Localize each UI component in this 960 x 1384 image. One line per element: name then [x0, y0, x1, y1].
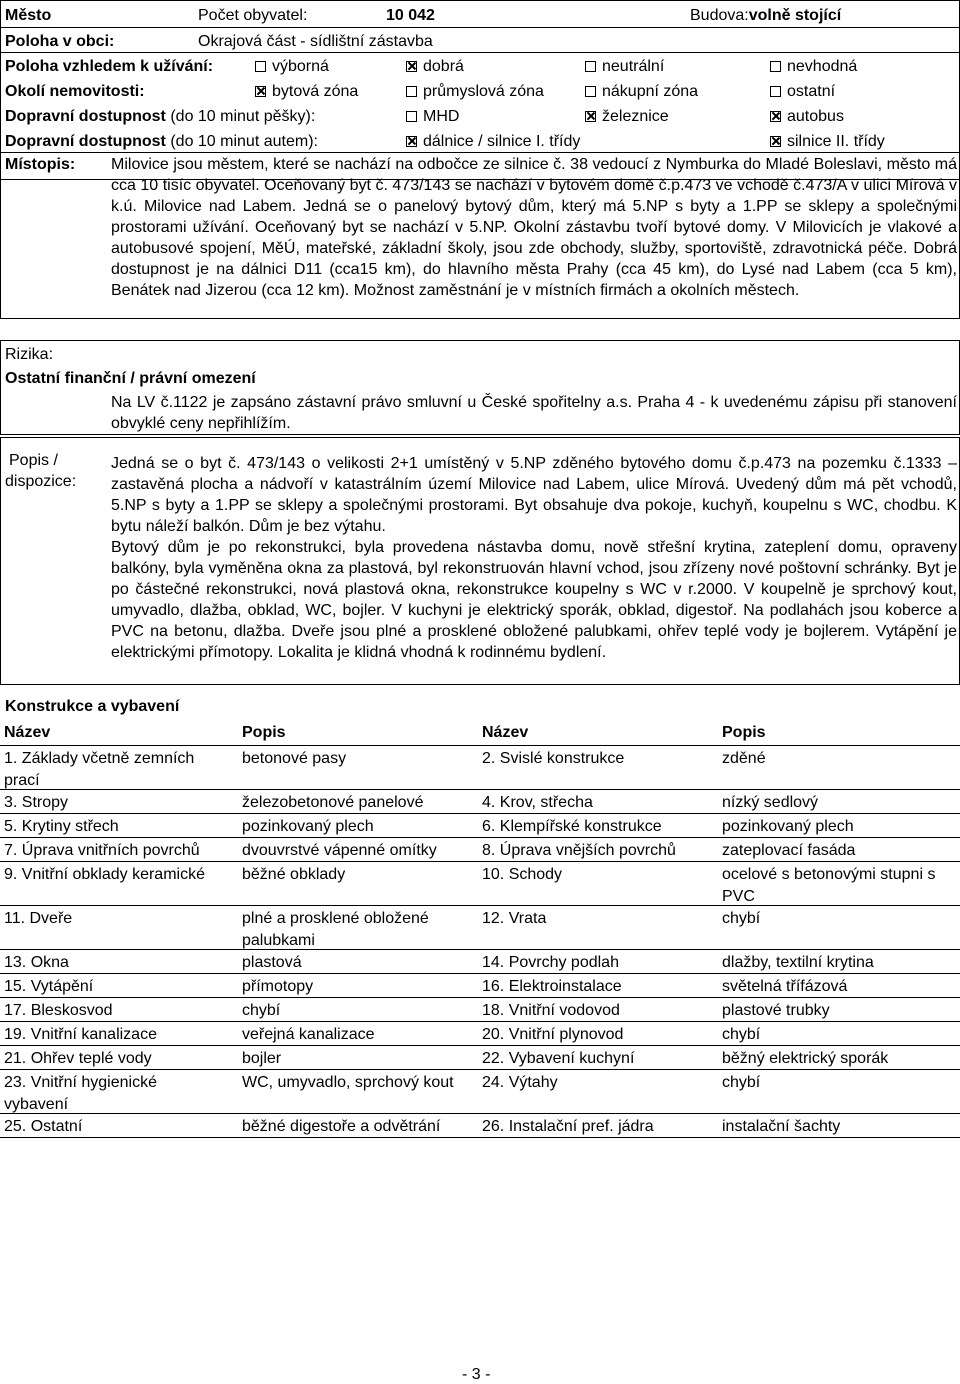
- table-cell: běžný elektrický sporák: [722, 1050, 889, 1067]
- table-cell: 21. Ohřev teplé vody: [4, 1050, 152, 1067]
- table-cell: 22. Vybavení kuchyní: [482, 1050, 635, 1067]
- table-cell: světelná třífázová: [722, 978, 848, 995]
- header-popis-1: Popis: [242, 724, 286, 741]
- konstrukce-title: Konstrukce a vybavení: [5, 698, 180, 715]
- mesto-label: Město: [5, 7, 52, 24]
- table-cell: 25. Ostatní: [4, 1118, 83, 1135]
- pocet-label: Počet obyvatel:: [198, 7, 308, 24]
- rizika-text: Na LV č.1122 je zapsáno zástavní právo smluvní u České spořitelny a.s. Praha 4 - k uvedenému zápisu při stanovení obvyklé ceny nepřihlížím.: [111, 394, 957, 432]
- header-nazev-2: Název: [482, 724, 529, 741]
- table-cell: 20. Vnitřní plynovod: [482, 1026, 624, 1043]
- uzivani-option-vyborna[interactable]: výborná: [255, 58, 329, 76]
- poloha-value: Okrajová část - sídlištní zástavba: [198, 33, 433, 50]
- table-cell: pozinkovaný plech: [242, 818, 374, 835]
- row-divider: [0, 1137, 960, 1138]
- okoli-label: Okolí nemovitosti:: [5, 83, 145, 100]
- row-divider: [0, 789, 960, 790]
- table-cell: 15. Vytápění: [4, 978, 94, 995]
- checked-checkbox-icon: [585, 111, 596, 122]
- row-divider: [0, 861, 960, 862]
- table-cell: ocelové s betonovými stupni s PVC: [722, 866, 936, 905]
- table-cell: 19. Vnitřní kanalizace: [4, 1026, 157, 1043]
- table-cell: chybí: [722, 1026, 761, 1043]
- table-cell: dlažby, textilní krytina: [722, 954, 874, 971]
- row-divider: [0, 1021, 960, 1022]
- okoli-option-nakupni[interactable]: nákupní zóna: [585, 83, 698, 101]
- table-cell: WC, umyvadlo, sprchový kout: [242, 1074, 454, 1091]
- row-uzivani: [0, 54, 960, 79]
- table-cell: 2. Svislé konstrukce: [482, 750, 625, 767]
- row-poloha: [0, 29, 960, 54]
- pocet-value: 10 042: [386, 7, 435, 24]
- table-cell: zateplovací fasáda: [722, 842, 856, 859]
- table-cell: běžné obklady: [242, 866, 346, 883]
- table-cell: 18. Vnitřní vodovod: [482, 1002, 620, 1019]
- row-divider: [0, 837, 960, 838]
- table-cell: betonové pasy: [242, 750, 347, 767]
- pesky-option-autobus[interactable]: autobus: [770, 108, 844, 126]
- table-cell: plastová: [242, 954, 302, 971]
- table-cell: 7. Úprava vnitřních povrchů: [4, 842, 200, 859]
- row-divider: [0, 1113, 960, 1114]
- table-cell: 23. Vnitřní hygienické vybavení: [4, 1074, 157, 1113]
- row-divider: [0, 949, 960, 950]
- row-okoli: [0, 79, 960, 104]
- table-cell: 24. Výtahy: [482, 1074, 558, 1091]
- page-number: - 3 -: [462, 1366, 491, 1383]
- table-header-divider: [0, 745, 960, 746]
- okoli-option-ostatni[interactable]: ostatní: [770, 83, 835, 101]
- table-cell: železobetonové panelové: [242, 794, 424, 811]
- table-cell: 16. Elektroinstalace: [482, 978, 622, 995]
- autem-label: Dopravní dostupnost (do 10 minut autem):: [5, 133, 318, 150]
- table-cell: dvouvrstvé vápenné omítky: [242, 842, 437, 859]
- row-mesto: [0, 3, 960, 28]
- mistopis-label: Místopis:: [5, 156, 76, 173]
- budova-label: Budova:: [690, 7, 749, 24]
- rizika-sub-label: Ostatní finanční / právní omezení: [5, 370, 256, 387]
- poloha-label: Poloha v obci:: [5, 33, 115, 50]
- table-cell: 6. Klempířské konstrukce: [482, 818, 662, 835]
- checked-checkbox-icon: [406, 136, 417, 147]
- table-cell: nízký sedlový: [722, 794, 819, 811]
- checkbox-icon: [406, 86, 417, 97]
- row-divider: [0, 813, 960, 814]
- table-cell: pozinkovaný plech: [722, 818, 854, 835]
- checked-checkbox-icon: [770, 136, 781, 147]
- checkbox-icon: [770, 86, 781, 97]
- header-popis-2: Popis: [722, 724, 766, 741]
- autem-option-silnice2[interactable]: silnice II. třídy: [770, 133, 885, 151]
- table-cell: přímotopy: [242, 978, 314, 995]
- pesky-option-zeleznice[interactable]: železnice: [585, 108, 669, 126]
- row-divider: [0, 973, 960, 974]
- table-cell: 13. Okna: [4, 954, 69, 971]
- table-cell: chybí: [242, 1002, 281, 1019]
- table-cell: 3. Stropy: [4, 794, 69, 811]
- row-divider: [0, 1045, 960, 1046]
- row-divider: [0, 997, 960, 998]
- checkbox-icon: [585, 61, 596, 72]
- row-divider: [0, 905, 960, 906]
- table-cell: chybí: [722, 910, 761, 927]
- table-cell: 17. Bleskosvod: [4, 1002, 113, 1019]
- uzivani-option-neutralni[interactable]: neutrální: [585, 58, 664, 76]
- table-cell: plné a prosklené obložené palubkami: [242, 910, 429, 949]
- uzivani-option-dobra[interactable]: dobrá: [406, 58, 464, 76]
- checkbox-icon: [585, 86, 596, 97]
- okoli-option-prumyslova[interactable]: průmyslová zóna: [406, 83, 544, 101]
- checked-checkbox-icon: [770, 111, 781, 122]
- popis-paragraph-2: Bytový dům je po rekonstrukci, byla provedena nástavba domu, nově střešní krytina, zateplení domu, opraveny balkóny, byla vyměněna okna za plastová, byl rekonstruován hlavní vchod, jsou zřízeny nové poštovní schránky. Byt je po částečné rekonstrukci, nová plastová okna, rekonstrukce koupelny s WC v r.2000. V koupelně je sprchový kout, umyvadlo, dlažba, obklad, WC, bojler. V kuchyni je elektrický sporák, obklad, digestoř. Na podlahách jsou koberce a PVC na betonu, dlažba. Dveře jsou plné a prosklené obložené palubkami, ohřev teplé vody je bojlerem. Vytápění je elektrickými přímotopy. Lokalita je klidná vhodná k rodinnému bydlení.: [111, 539, 957, 661]
- uzivani-label: Poloha vzhledem k užívání:: [5, 58, 214, 75]
- autem-option-dalnice[interactable]: dálnice / silnice I. třídy: [406, 133, 580, 151]
- uzivani-option-nevhodna[interactable]: nevhodná: [770, 58, 857, 76]
- mistopis-text: Milovice jsou městem, které se nachází na odbočce ze silnice č. 38 vedoucí z Nymburka do Mladé Boleslavi, město má cca 10 tisíc obyvatel. Oceňovaný byt č. 473/143 se nachází v bytovém domě č.p.473 ve vchodě č.473/A v ulici Mírová v k.ú. Milovice nad Labem. Jedná se o panelový bytový dům, který má 5.NP s byty a 1.PP se sklepy a společnými prostorami užívání. Oceňovaný byt se nachází v 5.NP. Okolní zástavbu tvoří bytové domy. V Milovicích je vlakové a autobusové spojení, MěÚ, mateřské, základní školy, jsou zde obchody, služby, sportoviště, zdravotnická péče. Dobrá dostupnost je na dálnici D11 (cca15 km), do hlavního města Prahy (cca 45 km), do Lysé nad Labem (cca 5 km), Benátek nad Jizerou (cca 12 km). Možnost zaměstnání je v místních firmách a okolních městech.: [111, 156, 957, 299]
- checkbox-icon: [255, 61, 266, 72]
- table-cell: běžné digestoře a odvětrání: [242, 1118, 441, 1135]
- table-cell: zděné: [722, 750, 766, 767]
- pesky-label: Dopravní dostupnost (do 10 minut pěšky):: [5, 108, 316, 125]
- table-cell: 5. Krytiny střech: [4, 818, 119, 835]
- row-dostupnost-pesky: [0, 104, 960, 129]
- checkbox-icon: [406, 111, 417, 122]
- checked-checkbox-icon: [255, 86, 266, 97]
- table-cell: 11. Dveře: [4, 910, 73, 927]
- table-cell: 8. Úprava vnějších povrchů: [482, 842, 676, 859]
- table-cell: 9. Vnitřní obklady keramické: [4, 866, 205, 883]
- table-cell: 26. Instalační pref. jádra: [482, 1118, 654, 1135]
- checked-checkbox-icon: [406, 61, 417, 72]
- table-cell: plastové trubky: [722, 1002, 830, 1019]
- budova-value: volně stojící: [748, 7, 842, 24]
- popis-paragraph-1: Jedná se o byt č. 473/143 o velikosti 2+1 umístěný v 5.NP zděného bytového domu č.p.473 na pozemku č.1333 – zastavěná plocha a nádvoří v katastrálním území Milovice nad Labem, ulice Mírová. Uvedený dům má pět vchodů, 5.NP s byty a 1.PP se sklepy a společnými prostorami. Byt obsahuje dva pokoje, kuchyň, koupelnu s WC, chodbu. K bytu náleží balkón. Dům je bez výtahu.: [111, 455, 957, 535]
- popis-label: Popis / dispozice:: [5, 452, 77, 490]
- table-cell: 14. Povrchy podlah: [482, 954, 619, 971]
- header-nazev-1: Název: [4, 724, 51, 741]
- checkbox-icon: [770, 61, 781, 72]
- table-cell: 10. Schody: [482, 866, 563, 883]
- row-divider: [0, 1069, 960, 1070]
- table-cell: instalační šachty: [722, 1118, 841, 1135]
- table-cell: chybí: [722, 1074, 761, 1091]
- table-cell: 1. Základy včetně zemních prací: [4, 750, 195, 789]
- table-cell: 4. Krov, střecha: [482, 794, 593, 811]
- table-cell: veřejná kanalizace: [242, 1026, 375, 1043]
- table-cell: 12. Vrata: [482, 910, 547, 927]
- rizika-label: Rizika:: [5, 346, 54, 363]
- row-dostupnost-autem: [0, 129, 960, 154]
- okoli-option-bytova[interactable]: bytová zóna: [255, 83, 358, 101]
- pesky-option-mhd[interactable]: MHD: [406, 108, 459, 126]
- table-cell: bojler: [242, 1050, 282, 1067]
